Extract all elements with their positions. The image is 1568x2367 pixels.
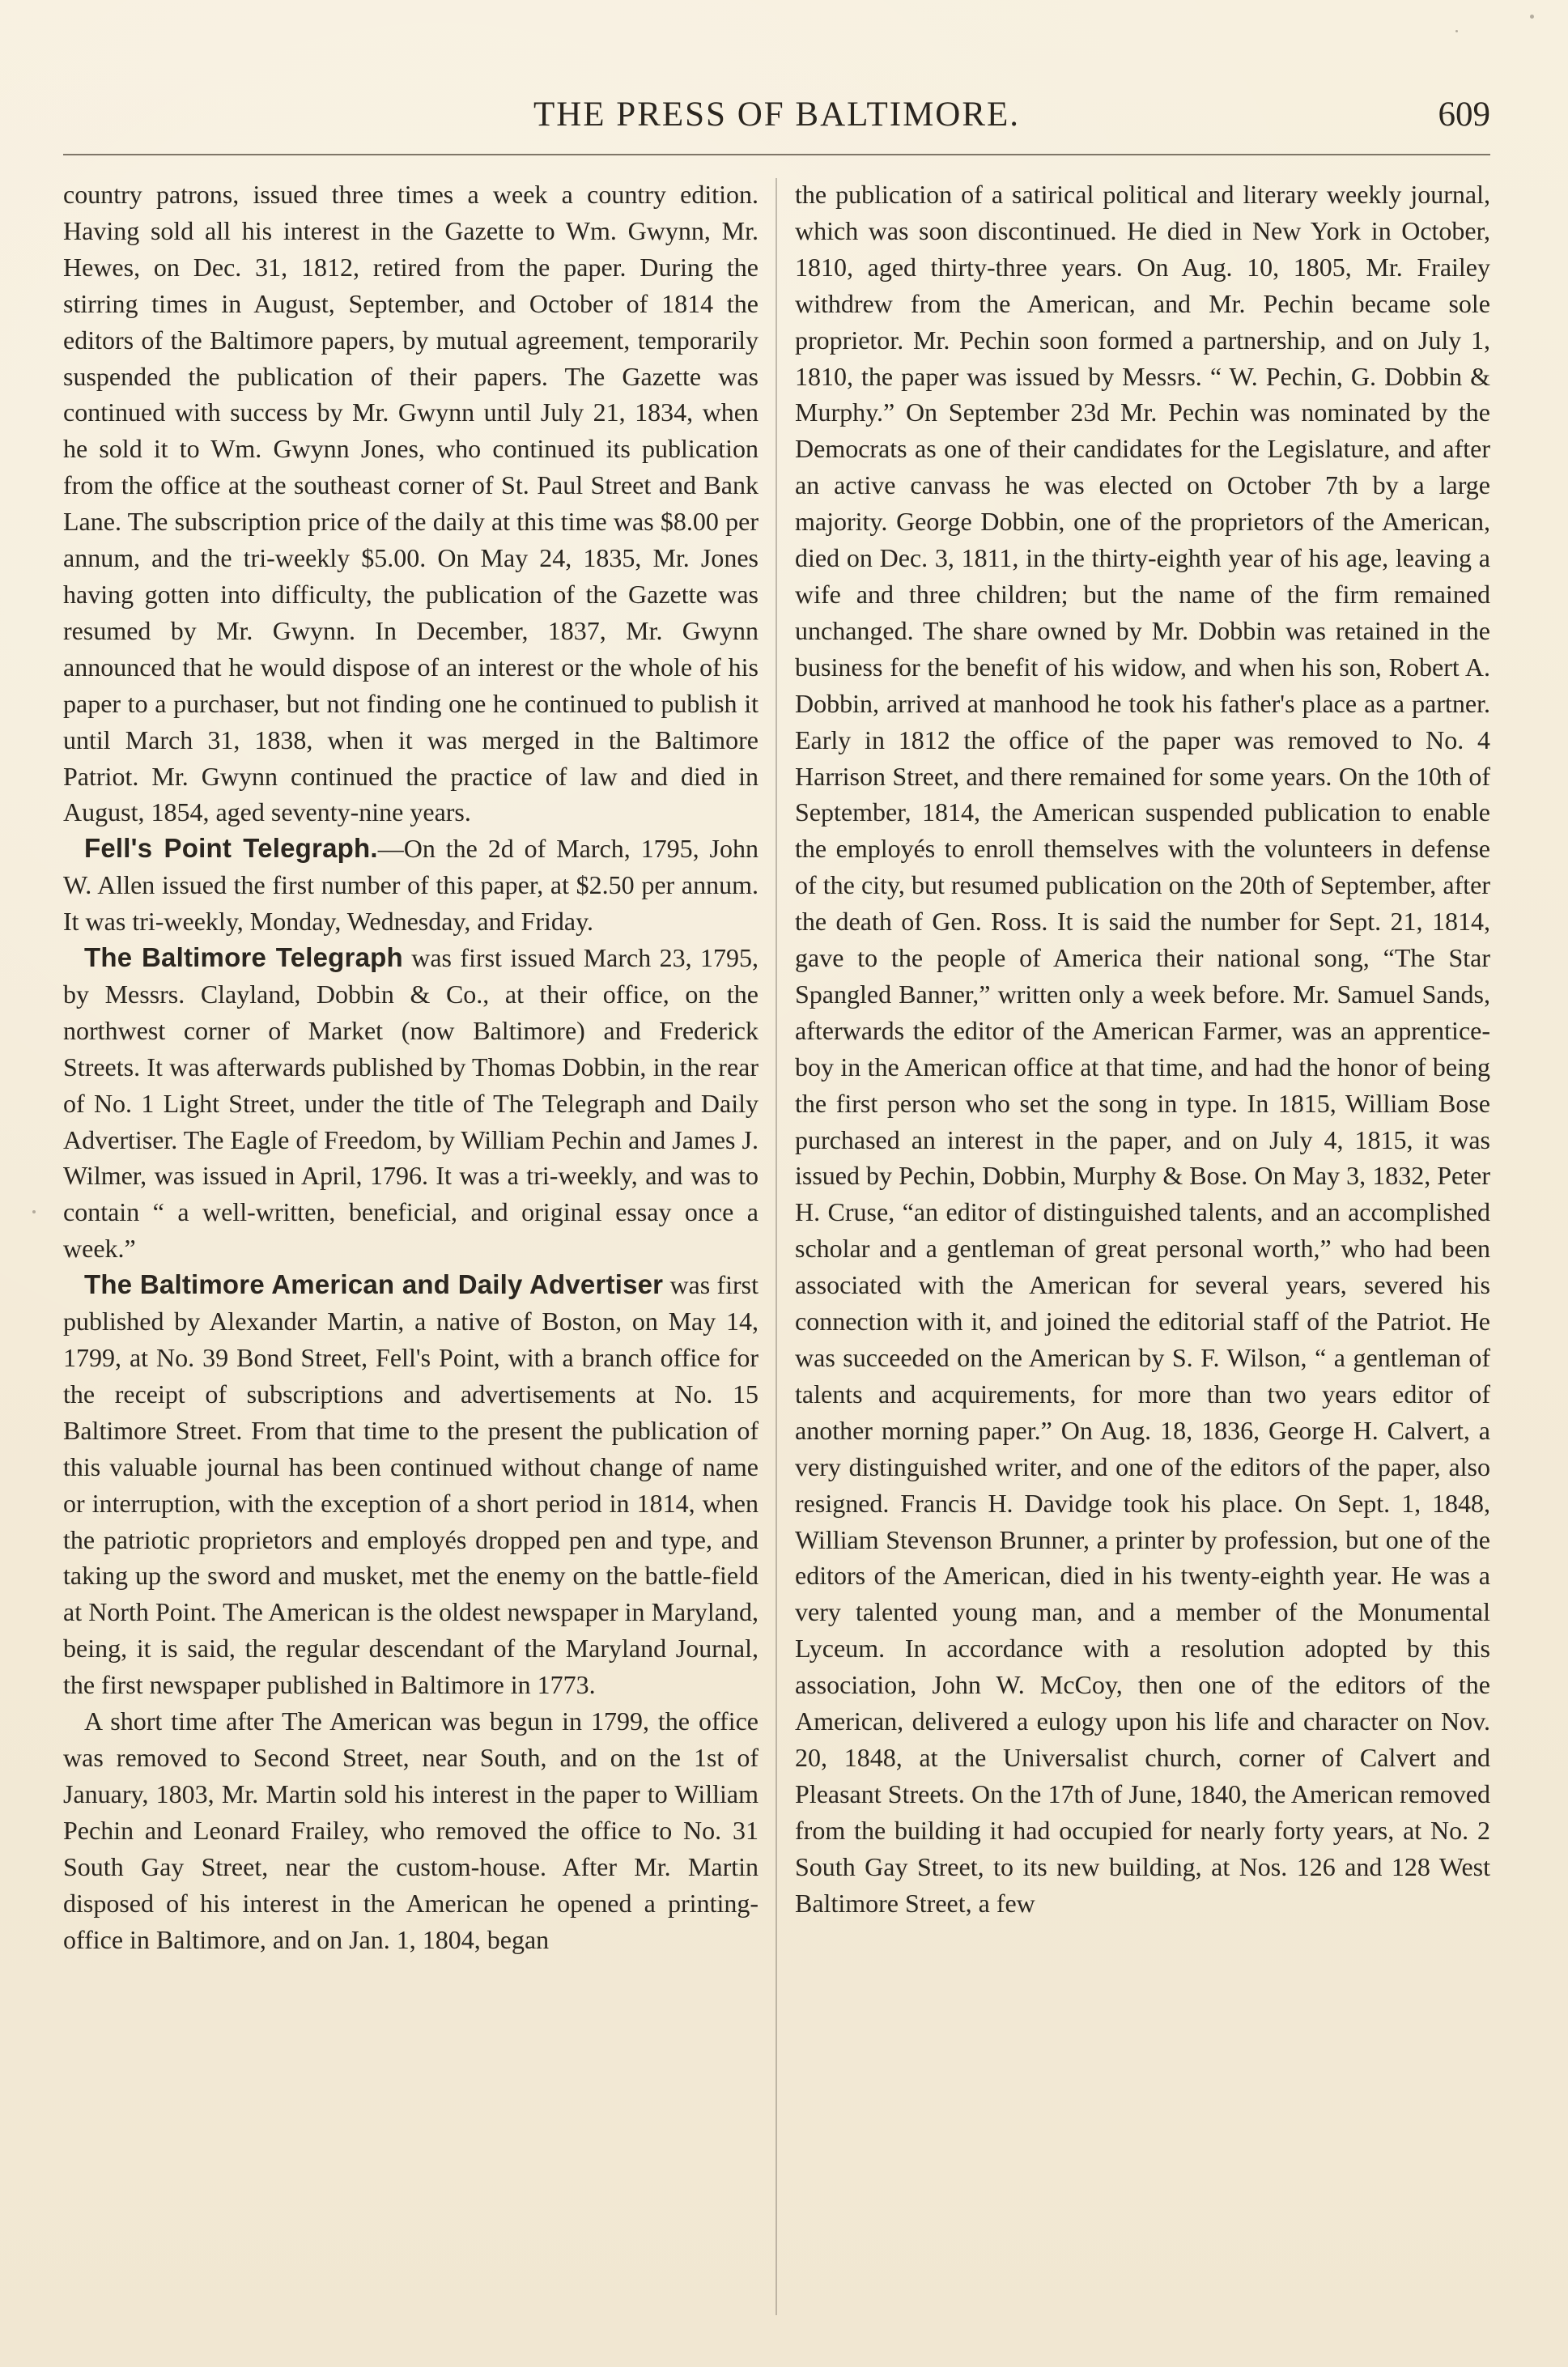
page-number: 609: [1438, 96, 1490, 134]
baltimore-telegraph-paragraph: [63, 940, 759, 1267]
running-title: THE PRESS OF BALTIMORE.: [533, 96, 1021, 134]
fells-point-telegraph-paragraph: [63, 831, 759, 940]
american-continued-paragraph: the publication of a satirical political and literary weekly journal, which was soon discontinued. He died in New York in October, 1810, aged thirty-three years. On Aug. 10, 1805, Mr. Frailey withdrew from the American, and Mr. Pechin became sole proprietor. Mr. Pechin soon formed a partnership, and on July 1, 1810, the paper was issued by Messrs. “ W. Pechin, G. Dobbin & Murphy.” On September 23d Mr. Pechin was nominated by the Democrats as one of their candidates for the Legislature, and after an active canvass he was elected on October 7th by a large majority. George Dobbin, one of the proprietors of the American, died on Dec. 3, 1811, in the thirty-eighth year of his age, leaving a wife and three children; but the name of the firm remained unchanged. The share owned by Mr. Dobbin was retained in the business for the benefit of his widow, and when his son, Robert A. Dobbin, arrived at manhood he took his father's place as a partner. Early in 1812 the office of the paper was removed to No. 4 Harrison Street, and there remained for some years. On the 10th of September, 1814, the American suspended publication to enable the employés to enroll themselves with the volunteers in defense of the city, but resumed publication on the 20th of September, after the death of Gen. Ross. It is said the number for Sept. 21, 1814, gave to the people of America their national song, “The Star Spangled Banner,” written only a week before. Mr. Samuel Sands, afterwards the editor of the American Farmer, was an apprentice-boy in the American office at that time, and had the honor of being the first person who set the song in type. In 1815, William Bose purchased an interest in the paper, and on July 4, 1815, it was issued by Pechin, Dobbin, Murphy & Bose. On May 3, 1832, Peter H. Cruse, “an editor of distinguished talents, and an accomplished scholar and a gentleman of great personal worth,” who had been associated with the American for several years, severed his connection with it, and joined the editorial staff of the Patriot. He was succeeded on the American by S. F. Wilson, “ a gentleman of talents and acquirements, for more than two years editor of another morning paper.” On Aug. 18, 1836, George H. Calvert, a very distinguished writer, and one of the editors of the paper, also resigned. Francis H. Davidge took his place. On Sept. 1, 1848, William Stevenson Brunner, a printer by profession, but one of the editors of the American, died in his twenty-eighth year. He was a very talented young man, and a member of the Monumental Lyceum. In accordance with a resolution adopted by this association, John W. McCoy, then one of the editors of the American, delivered a eulogy upon his life and character on Nov. 20, 1848, at the Universalist church, corner of Calvert and Pleasant Streets. On the 17th of June, 1840, the American removed from the building it had occupied for nearly forty years, at No. 2 South Gay Street, to its new building, at Nos. 126 and 128 West Baltimore Street, a few: [795, 180, 1490, 1918]
header-rule: [63, 154, 1490, 155]
baltimore-telegraph-text: was first issued March 23, 1795, by Messrs. Clayland, Dobbin & Co., at their office, on the northwest corner of Market (now Baltimore) and Frederick Streets. It was afterwards published by Thomas Dobbin, in the rear of No. 1 Light Street, under the title of The Telegraph and Daily Advertiser. The Eagle of Freedom, by William Pechin and James J. Wilmer, was issued in April, 1796. It was a tri-weekly, and was to contain “ a well-written, beneficial, and original essay once a week.”: [63, 943, 759, 1264]
baltimore-telegraph-title: The Baltimore Telegraph: [84, 942, 403, 973]
ink-spot: [32, 1210, 36, 1213]
baltimore-american-text: was first published by Alexander Martin, a native of Boston, on May 14, 1799, at No. 39 Bond Street, Fell's Point, with a branch office for the receipt of subscriptions and advertisements at No. 15 Baltimore Street. From that time to the present the publication of this valuable journal has been continued without change of name or interruption, with the exception of a short period in 1814, when the patriotic proprietors and employés dropped pen and type, and taking up the sword and musket, met the enemy on the battle-field at North Point. The American is the oldest newspaper in Maryland, being, it is said, the regular descendant of the Maryland Journal, the first newspaper published in Baltimore in 1773.: [63, 1270, 759, 1700]
left-column: [63, 176, 759, 2322]
page-header: [63, 87, 1490, 160]
baltimore-american-title: The Baltimore American and Daily Advertiser: [84, 1269, 664, 1300]
gazette-continued-paragraph: country patrons, issued three times a week a country edition. Having sold all his interest in the Gazette to Wm. Gwynn, Mr. Hewes, on Dec. 31, 1812, retired from the paper. During the stirring times in August, September, and October of 1814 the editors of the Baltimore papers, by mutual agreement, temporarily suspended the publication of their papers. The Gazette was continued with success by Mr. Gwynn until July 21, 1834, when he sold it to Wm. Gwynn Jones, who continued its publication from the office at the southeast corner of St. Paul Street and Bank Lane. The subscription price of the daily at this time was $8.00 per annum, and the tri-weekly $5.00. On May 24, 1835, Mr. Jones having gotten into difficulty, the publication of the Gazette was resumed by Mr. Gwynn. In December, 1837, Mr. Gwynn announced that he would dispose of an interest or the whole of his paper to a purchaser, but not finding one he continued to publish it until March 31, 1838, when it was merged in the Baltimore Patriot. Mr. Gwynn continued the practice of law and died in August, 1854, aged seventy-nine years.: [63, 180, 759, 827]
fells-point-telegraph-text: —On the 2d of March, 1795, John W. Allen issued the first number of this paper, at $2.50 per annum. It was tri-weekly, Monday, Wednesday, and Friday.: [63, 834, 759, 937]
right-column: [795, 176, 1490, 2322]
baltimore-american-paragraph: [63, 1267, 759, 1703]
ink-spot: [1455, 30, 1458, 32]
fells-point-telegraph-title: Fell's Point Telegraph.: [84, 833, 378, 864]
ink-spot: [1530, 15, 1534, 19]
american-early-history-paragraph: A short time after The American was begun in 1799, the office was removed to Second Street, near South, and on the 1st of January, 1803, Mr. Martin sold his interest in the paper to William Pechin and Leonard Frailey, who removed the office to No. 31 South Gay Street, near the custom-house. After Mr. Martin disposed of his interest in the American he opened a printing-office in Baltimore, and on Jan. 1, 1804, began: [63, 1706, 759, 1954]
two-column-article: [63, 176, 1490, 2322]
